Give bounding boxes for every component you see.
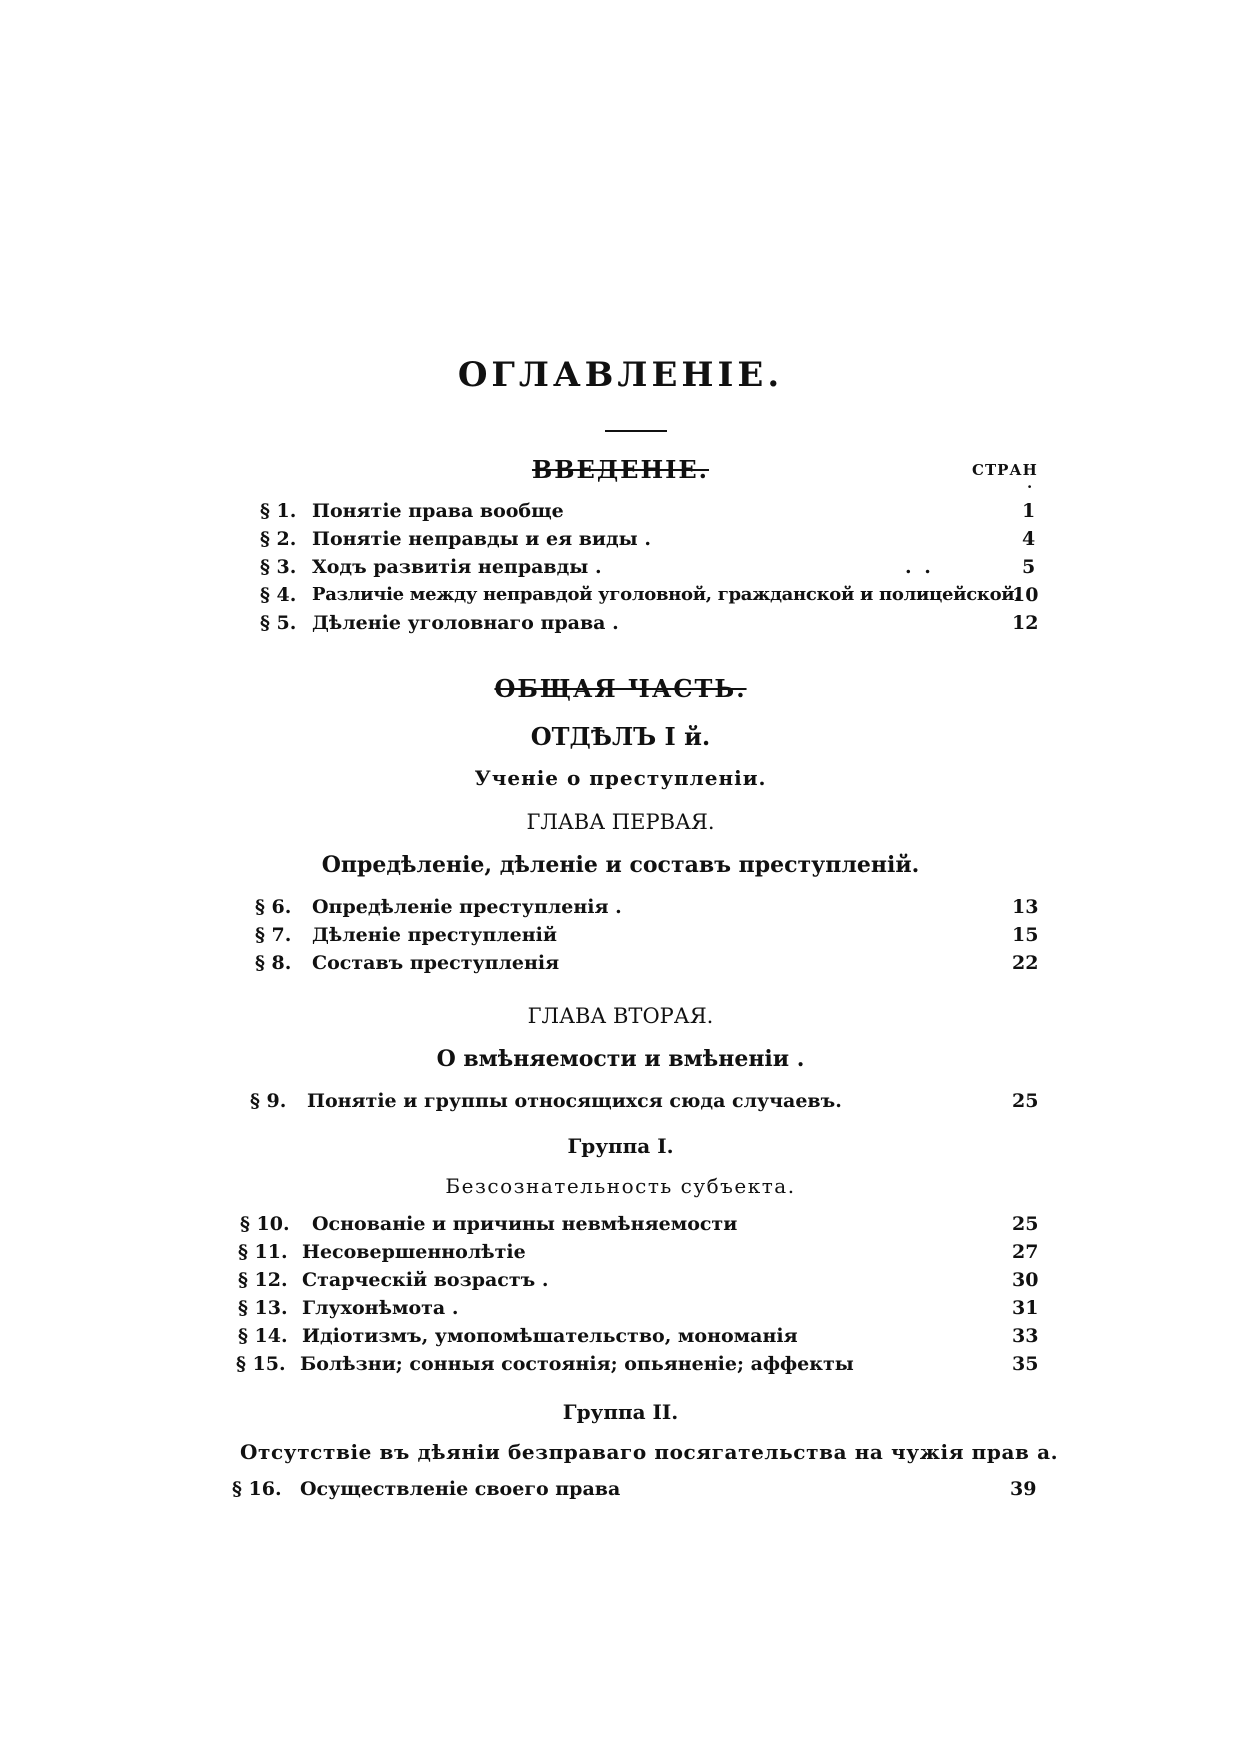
page-number: 27 xyxy=(1012,1241,1039,1263)
section-number: § 13. xyxy=(238,1297,288,1319)
toc-entry xyxy=(0,952,1241,980)
page-number: 4 xyxy=(1022,528,1036,550)
entry-title: Глухонѣмота . xyxy=(302,1297,459,1319)
entry-title: Понятіе и группы относящихся сюда случаевъ. xyxy=(307,1090,842,1112)
page-number: 33 xyxy=(1012,1325,1039,1347)
section-number: § 12. xyxy=(238,1269,288,1291)
entry-title: Несовершеннолѣтіе xyxy=(302,1241,526,1263)
entry-title: Различіе между неправдой уголовной, гражданской и полицейской. xyxy=(312,584,1021,605)
group2-heading: Группа II. xyxy=(562,1400,679,1424)
entry-title: Идіотизмъ, умопомѣшательство, мономанія xyxy=(302,1325,798,1347)
section-number: § 6. xyxy=(255,896,292,918)
title-divider xyxy=(605,430,667,432)
page-title: ОГЛАВЛЕНІЕ. xyxy=(457,355,784,395)
section-number: § 8. xyxy=(255,952,292,974)
toc-entry xyxy=(0,1353,1241,1381)
page-number: 1 xyxy=(1022,500,1036,522)
page-number: 31 xyxy=(1012,1297,1039,1319)
page-column-label: СТРАН xyxy=(972,461,1038,479)
section-number: § 5. xyxy=(260,612,297,634)
toc-entry xyxy=(0,1325,1241,1353)
toc-entry xyxy=(0,528,1241,556)
toc-entry xyxy=(0,584,1241,612)
chapter1-subtitle: Опредѣленіе, дѣленіе и составъ преступленій. xyxy=(321,852,920,878)
page-number: 13 xyxy=(1012,896,1039,918)
general-part-heading: ОБЩАЯ ЧАСТЬ. xyxy=(494,674,747,703)
toc-entry xyxy=(0,556,1241,584)
entry-title: Старческій возрастъ . xyxy=(302,1269,549,1291)
page-number: 10 xyxy=(1012,584,1039,606)
page-number: 35 xyxy=(1012,1353,1039,1375)
entry-title: Дѣленіе уголовнаго права . xyxy=(312,612,619,634)
section-number: § 9. xyxy=(250,1090,287,1112)
section-number: § 4. xyxy=(260,584,297,606)
page-number: 25 xyxy=(1012,1213,1039,1235)
toc-entry xyxy=(0,1478,1241,1506)
entry-title: Основаніе и причины невмѣняемости xyxy=(312,1213,738,1235)
entry-title: Понятіе права вообще xyxy=(312,500,564,522)
entry-title: Болѣзни; сонныя состоянія; опьяненіе; аффекты xyxy=(300,1353,854,1375)
section-number: § 1. xyxy=(260,500,297,522)
toc-entry xyxy=(0,1297,1241,1325)
group1-subtitle: Безсознательность субъекта. xyxy=(445,1174,796,1198)
page-number: 25 xyxy=(1012,1090,1039,1112)
page-column-dot: . xyxy=(1027,474,1033,492)
toc-entry xyxy=(0,612,1241,640)
page-number: 5 xyxy=(1022,556,1036,578)
chapter2-subtitle: О вмѣняемости и вмѣненіи . xyxy=(436,1046,805,1072)
entry-title: Дѣленіе преступленій xyxy=(312,924,557,946)
dot-leader: . . xyxy=(905,556,934,578)
page-number: 12 xyxy=(1012,612,1039,634)
entry-title: Осуществленіе своего права xyxy=(300,1478,621,1500)
section-number: § 7. xyxy=(255,924,292,946)
toc-entry xyxy=(0,896,1241,924)
entry-title: Опредѣленіе преступленія . xyxy=(312,896,622,918)
toc-entry xyxy=(0,500,1241,528)
page-number: 30 xyxy=(1012,1269,1039,1291)
entry-title: Составъ преступленія xyxy=(312,952,560,974)
section-number: § 14. xyxy=(238,1325,288,1347)
toc-entry xyxy=(0,1213,1241,1241)
section-number: § 11. xyxy=(238,1241,288,1263)
section-number: § 10. xyxy=(240,1213,290,1235)
group2-subtitle: Отсутствіе въ дѣяніи безправаго посягательства на чужія прав а. xyxy=(240,1440,1059,1464)
section-heading: ОТДѢЛЪ І й. xyxy=(530,722,711,751)
toc-entry xyxy=(0,1269,1241,1297)
toc-entry xyxy=(0,1090,1241,1118)
toc-entry xyxy=(0,924,1241,952)
section-number: § 16. xyxy=(232,1478,282,1500)
section-number: § 3. xyxy=(260,556,297,578)
group1-heading: Группа I. xyxy=(567,1134,674,1158)
page-number: 22 xyxy=(1012,952,1039,974)
entry-title: Понятіе неправды и ея виды . xyxy=(312,528,651,550)
section-number: § 2. xyxy=(260,528,297,550)
page-number: 15 xyxy=(1012,924,1039,946)
intro-heading: ВВЕДЕНІЕ. xyxy=(531,455,710,484)
page-number: 39 xyxy=(1010,1478,1037,1500)
section-number: § 15. xyxy=(236,1353,286,1375)
entry-title: Ходъ развитія неправды . xyxy=(312,556,602,578)
toc-entry xyxy=(0,1241,1241,1269)
section-subtitle: Ученіе о преступленіи. xyxy=(474,766,767,790)
chapter2-heading: ГЛАВА ВТОРАЯ. xyxy=(527,1004,714,1028)
chapter1-heading: ГЛАВА ПЕРВАЯ. xyxy=(526,810,715,834)
